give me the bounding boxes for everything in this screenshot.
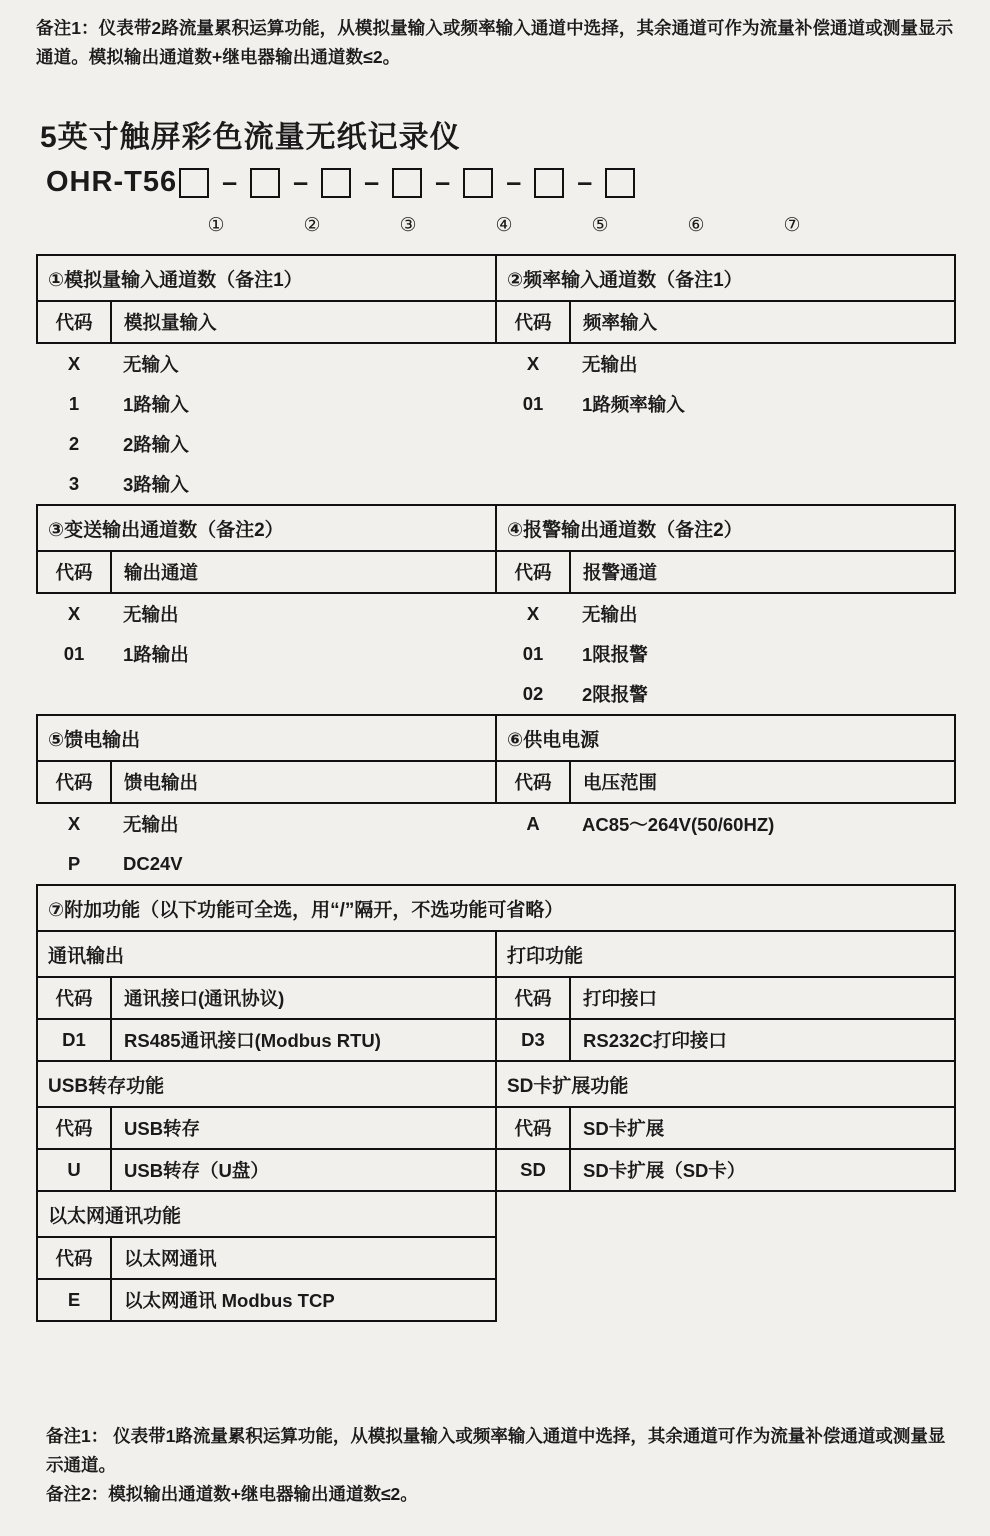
col-head-code-5: 代码 [37, 761, 111, 803]
row-desc: 无输出 [582, 354, 638, 375]
group-title-sd: SD卡扩展功能 [496, 1061, 955, 1107]
empty-cell [496, 1191, 955, 1237]
section-body-6 [496, 803, 955, 885]
row-desc: 无输出 [582, 604, 638, 625]
group-title-comm: 通讯输出 [37, 931, 496, 977]
col-head-desc-sd: SD卡扩展 [570, 1107, 955, 1149]
list-item [496, 384, 955, 424]
code-box-6[interactable] [534, 168, 564, 198]
group-title-ethernet: 以太网通讯功能 [37, 1191, 496, 1237]
col-head-desc-usb: USB转存 [111, 1107, 496, 1149]
list-item [37, 464, 496, 504]
row-code: 02 [522, 683, 544, 704]
table-row [37, 1107, 955, 1149]
model-dash-4: – [435, 167, 451, 197]
marker-7: ⑦ [783, 215, 801, 236]
list-item [496, 424, 955, 464]
row-code: X [67, 813, 81, 834]
col-head-desc-4: 报警通道 [570, 551, 955, 593]
table-row [37, 977, 955, 1019]
row-desc: RS232C打印接口 [570, 1019, 955, 1061]
col-head-code-sd: 代码 [496, 1107, 570, 1149]
col-head-desc-comm: 通讯接口(通讯协议) [111, 977, 496, 1019]
section-header-4: ④报警输出通道数（备注2） [496, 505, 955, 551]
top-note: 备注1：仪表带2路流量累积运算功能，从模拟量输入或频率输入通道中选择，其余通道可作为流量补偿通道或测量显示通道。模拟输出通道数+继电器输出通道数≤2。 [36, 18, 954, 67]
table-row [37, 1061, 955, 1107]
row-desc: 无输入 [123, 354, 179, 375]
table-row [37, 255, 955, 301]
row-code: P [67, 853, 81, 874]
list-item [496, 594, 955, 634]
col-head-desc-ethernet: 以太网通讯 [111, 1237, 496, 1279]
marker-3: ③ [399, 215, 417, 236]
col-head-desc-6: 电压范围 [570, 761, 955, 803]
section-header-6: ⑥供电电源 [496, 715, 955, 761]
row-code: 3 [68, 473, 80, 494]
row-code: U [37, 1149, 111, 1191]
row-desc: 以太网通讯 Modbus TCP [111, 1279, 496, 1321]
code-box-4[interactable] [392, 168, 422, 198]
table-row [37, 1237, 955, 1279]
table-row [37, 505, 955, 551]
row-desc: SD卡扩展（SD卡） [570, 1149, 955, 1191]
col-head-code-1: 代码 [37, 301, 111, 343]
section-header-2: ②频率输入通道数（备注1） [496, 255, 955, 301]
marker-4: ④ [495, 215, 513, 236]
table-row [37, 1149, 955, 1191]
col-head-code-print: 代码 [496, 977, 570, 1019]
model-markers-row [46, 214, 812, 237]
table-row [37, 1191, 955, 1237]
section-header-5: ⑤馈电输出 [37, 715, 496, 761]
row-desc: DC24V [123, 853, 183, 874]
row-desc: USB转存（U盘） [111, 1149, 496, 1191]
row-code: 1 [68, 393, 80, 414]
row-desc: RS485通讯接口(Modbus RTU) [111, 1019, 496, 1061]
row-desc: 1限报警 [582, 644, 648, 665]
model-dash-5: – [506, 167, 522, 197]
bottom-notes [46, 1422, 956, 1509]
list-item [496, 674, 955, 714]
col-head-desc-5: 馈电输出 [111, 761, 496, 803]
col-head-desc-1: 模拟量输入 [111, 301, 496, 343]
code-box-7[interactable] [605, 168, 635, 198]
code-box-2[interactable] [250, 168, 280, 198]
group-title-print: 打印功能 [496, 931, 955, 977]
list-item [37, 804, 496, 844]
list-item [37, 424, 496, 464]
section-body-5 [37, 803, 496, 885]
row-code: SD [496, 1149, 570, 1191]
row-desc: 1路输入 [123, 394, 189, 415]
table-row [37, 885, 955, 931]
table-row [37, 301, 955, 343]
model-dash-2: – [293, 167, 309, 197]
row-code: X [67, 603, 81, 624]
col-head-code-comm: 代码 [37, 977, 111, 1019]
section-header-3: ③变送输出通道数（备注2） [37, 505, 496, 551]
row-desc: 1路频率输入 [582, 394, 685, 415]
col-head-code-usb: 代码 [37, 1107, 111, 1149]
table-row [37, 931, 955, 977]
section-body-1 [37, 343, 496, 505]
list-item [37, 844, 496, 884]
section-body-3 [37, 593, 496, 715]
table-row [37, 343, 955, 505]
marker-1: ① [207, 215, 225, 236]
table-row [37, 715, 955, 761]
marker-5: ⑤ [591, 215, 609, 236]
model-code-row [46, 166, 635, 199]
row-desc: 2路输入 [123, 434, 189, 455]
col-head-code-3: 代码 [37, 551, 111, 593]
empty-cell [496, 1237, 955, 1279]
row-code: E [37, 1279, 111, 1321]
col-head-code-6: 代码 [496, 761, 570, 803]
model-prefix: OHR-T56 [46, 166, 178, 198]
row-desc: 2限报警 [582, 684, 648, 705]
row-desc: AC85～264V(50/60HZ) [582, 814, 775, 835]
marker-6: ⑥ [687, 215, 705, 236]
list-item [496, 804, 955, 844]
row-code: 01 [522, 393, 544, 414]
code-box-1[interactable] [179, 168, 209, 198]
list-item [37, 384, 496, 424]
section-body-4 [496, 593, 955, 715]
list-item [496, 634, 955, 674]
row-code: X [67, 353, 81, 374]
model-dash-3: – [364, 167, 380, 197]
col-head-desc-3: 输出通道 [111, 551, 496, 593]
row-code: 2 [68, 433, 80, 454]
specification-table [36, 254, 956, 1322]
col-head-code-4: 代码 [496, 551, 570, 593]
bottom-note-2: 备注2：模拟输出通道数+继电器输出通道数≤2。 [46, 1484, 418, 1504]
table-row [37, 551, 955, 593]
code-box-5[interactable] [463, 168, 493, 198]
row-desc: 1路输出 [123, 644, 189, 665]
code-box-3[interactable] [321, 168, 351, 198]
group-title-usb: USB转存功能 [37, 1061, 496, 1107]
row-code: D3 [496, 1019, 570, 1061]
list-item [37, 594, 496, 634]
row-code: 01 [522, 643, 544, 664]
row-desc: 无输出 [123, 814, 179, 835]
list-item [37, 634, 496, 674]
table-row [37, 593, 955, 715]
list-item [496, 464, 955, 504]
section-header-7: ⑦附加功能（以下功能可全选，用“/”隔开，不选功能可省略） [37, 885, 955, 931]
row-code: X [526, 353, 540, 374]
col-head-code-ethernet: 代码 [37, 1237, 111, 1279]
table-row [37, 1279, 955, 1321]
table-row [37, 761, 955, 803]
list-item [496, 844, 955, 884]
row-desc: 无输出 [123, 604, 179, 625]
row-code: D1 [37, 1019, 111, 1061]
marker-2: ② [303, 215, 321, 236]
col-head-code-2: 代码 [496, 301, 570, 343]
table-row [37, 803, 955, 885]
row-code: X [526, 603, 540, 624]
col-head-desc-print: 打印接口 [570, 977, 955, 1019]
row-code: 01 [63, 643, 85, 664]
section-body-2 [496, 343, 955, 505]
table-row [37, 1019, 955, 1061]
list-item [37, 674, 496, 714]
model-dash-6: – [577, 167, 593, 197]
model-dash-1: – [222, 167, 238, 197]
empty-cell [496, 1279, 955, 1321]
section-header-1: ①模拟量输入通道数（备注1） [37, 255, 496, 301]
list-item [37, 344, 496, 384]
bottom-note-1: 备注1： 仪表带1路流量累积运算功能，从模拟量输入或频率输入通道中选择，其余通道可作为流量补偿通道或测量显示通道。 [46, 1426, 946, 1475]
list-item [496, 344, 955, 384]
page-title: 5英寸触屏彩色流量无纸记录仪 [40, 121, 461, 154]
col-head-desc-2: 频率输入 [570, 301, 955, 343]
row-desc: 3路输入 [123, 474, 189, 495]
row-code: A [526, 813, 540, 834]
